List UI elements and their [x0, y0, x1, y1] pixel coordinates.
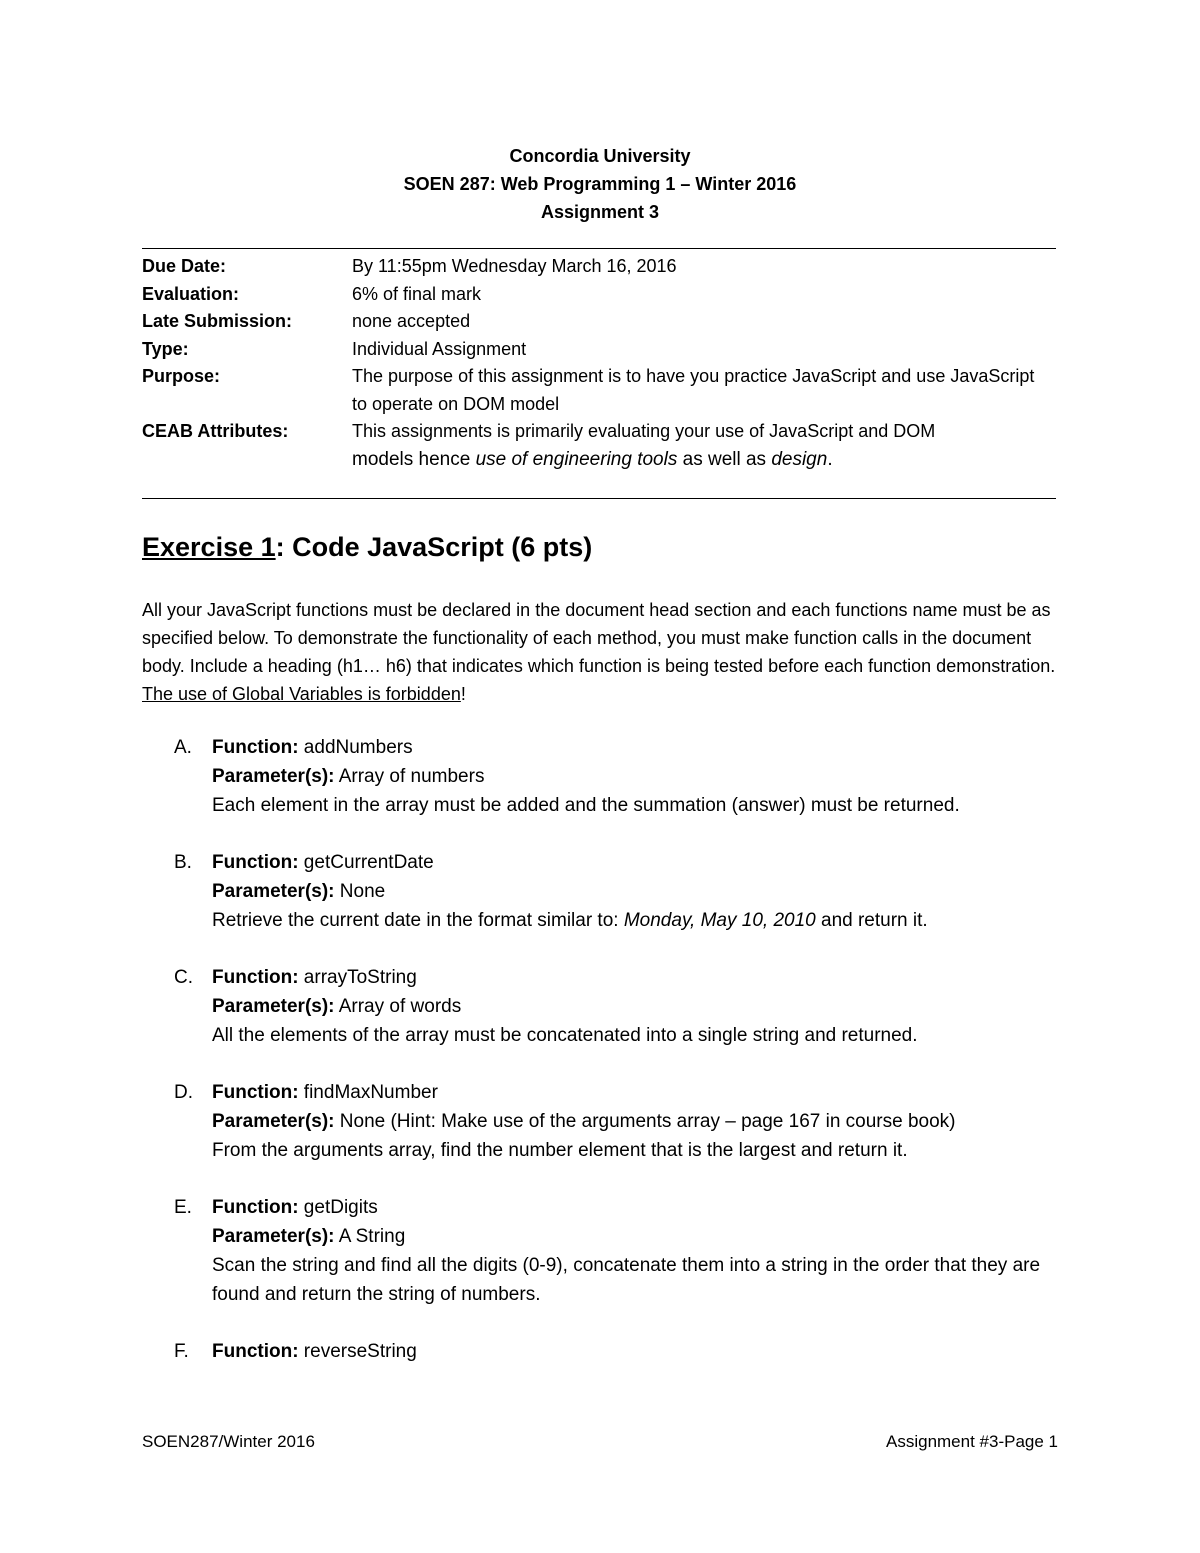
function-letter: E. [174, 1197, 192, 1218]
parameter-value: Array of numbers [334, 766, 485, 787]
late-submission-value: none accepted [352, 311, 471, 331]
exercise-heading [142, 532, 592, 563]
purpose-row [142, 363, 1056, 418]
function-description: Each element in the array must be added and the summation (answer) must be returned. [212, 795, 960, 816]
evaluation-row [142, 281, 1056, 309]
due-date-label: Due Date: [142, 256, 227, 276]
function-letter: C. [174, 967, 193, 988]
type-value: Individual Assignment [352, 338, 527, 359]
ceab-italic-tools: use of engineering tools [475, 448, 678, 470]
parameter-label: Parameter(s): [212, 766, 335, 787]
function-description [212, 906, 1056, 935]
course-title: SOEN 287: Web Programming 1 – Winter 2016 [403, 174, 797, 194]
function-name: addNumbers [298, 737, 413, 758]
function-name-line [212, 848, 1056, 877]
function-name: reverseString [298, 1341, 417, 1362]
function-label: Function: [212, 737, 299, 758]
ceab-text-post: . [827, 448, 833, 470]
ceab-value [352, 418, 1056, 473]
function-item [142, 733, 1056, 820]
parameter-value: None (Hint: Make use of the arguments array – page 167 in course book) [334, 1111, 956, 1132]
footer-page-number: Assignment #3-Page 1 [886, 1432, 1058, 1451]
function-letter: A. [174, 737, 192, 758]
exercise-intro [142, 596, 1062, 708]
function-name: findMaxNumber [298, 1082, 438, 1103]
purpose-value: The purpose of this assignment is to have you practice JavaScript and use JavaScript to operate on DOM model [352, 366, 1035, 414]
function-body [212, 963, 1056, 1050]
ceab-value-line1: This assignments is primarily evaluating your use of JavaScript and DOM [352, 421, 936, 441]
exercise-number: Exercise 1 [142, 532, 276, 562]
description-pre: Retrieve the current date in the format similar to: [212, 910, 624, 931]
function-body [212, 848, 1056, 935]
function-name: getDigits [298, 1197, 378, 1218]
late-submission-row [142, 308, 1056, 336]
function-name-line [212, 1193, 1056, 1222]
function-description: Scan the string and find all the digits (0-9), concatenate them into a string in the order that they are found and return the string of numbers. [212, 1255, 1041, 1305]
exercise-heading-text: : Code JavaScript (6 pts) [275, 532, 593, 562]
ceab-text-pre: models hence [352, 448, 476, 470]
function-letter: B. [174, 852, 192, 873]
function-letter: D. [174, 1082, 193, 1103]
ceab-label: CEAB Attributes: [142, 421, 289, 441]
function-body [212, 1193, 1056, 1309]
function-item [142, 848, 1056, 935]
parameter-value: None [334, 881, 386, 902]
type-row [142, 336, 1056, 364]
evaluation-label: Evaluation: [142, 283, 240, 304]
intro-text: All your JavaScript functions must be declared in the document head section and each functions name must be as specified below. To demonstrate the functionality of each method, you must make function calls in the document body. Include a heading (h1… h6) that indicates which function is being tested before each function demonstration. [142, 600, 1056, 676]
type-label: Type: [142, 338, 189, 359]
function-name-line [212, 1337, 1056, 1366]
ceab-italic-design: design [771, 448, 828, 470]
bottom-divider [142, 498, 1056, 499]
parameter-value: A String [334, 1226, 406, 1247]
top-divider [142, 248, 1056, 249]
function-name-line [212, 1078, 1056, 1107]
parameter-line [212, 877, 1056, 906]
function-description: All the elements of the array must be concatenated into a single string and returned. [212, 1025, 918, 1046]
function-name: arrayToString [298, 967, 417, 988]
parameter-label: Parameter(s): [212, 881, 335, 902]
function-name-line [212, 963, 1056, 992]
global-variables-warning: The use of Global Variables is forbidden [142, 684, 461, 704]
function-label: Function: [212, 1341, 299, 1362]
ceab-text-mid: as well as [677, 448, 772, 470]
function-letter: F. [174, 1341, 189, 1362]
ceab-row [142, 418, 1056, 473]
due-date-value: By 11:55pm Wednesday March 16, 2016 [352, 256, 677, 276]
function-body [212, 733, 1056, 820]
description-post: and return it. [815, 910, 928, 931]
parameter-line [212, 992, 1056, 1021]
function-item [142, 1078, 1056, 1165]
function-description: From the arguments array, find the number element that is the largest and return it. [212, 1140, 908, 1161]
function-item [142, 1193, 1056, 1309]
parameter-value: Array of words [334, 996, 462, 1017]
function-label: Function: [212, 1197, 299, 1218]
university-name: Concordia University [509, 146, 691, 166]
parameter-line [212, 762, 1056, 791]
function-label: Function: [212, 852, 299, 873]
intro-end: ! [460, 684, 466, 704]
parameter-label: Parameter(s): [212, 1111, 335, 1132]
function-item [142, 963, 1056, 1050]
date-example: Monday, May 10, 2010 [623, 910, 816, 931]
footer-course: SOEN287/Winter 2016 [142, 1432, 315, 1451]
parameter-line [212, 1107, 1056, 1136]
late-submission-label: Late Submission: [142, 311, 293, 331]
due-date-row [142, 253, 1056, 281]
parameter-line [212, 1222, 1056, 1251]
function-body [212, 1078, 1056, 1165]
assignment-details [142, 253, 1056, 473]
assignment-title: Assignment 3 [540, 202, 660, 222]
function-list [142, 733, 1056, 1394]
evaluation-value: 6% of final mark [352, 283, 482, 304]
function-item [142, 1337, 1056, 1366]
document-header [0, 142, 1200, 226]
function-label: Function: [212, 967, 299, 988]
purpose-label: Purpose: [142, 366, 221, 386]
parameter-label: Parameter(s): [212, 996, 335, 1017]
function-label: Function: [212, 1082, 299, 1103]
function-name-line [212, 733, 1056, 762]
function-body [212, 1337, 1056, 1366]
function-name: getCurrentDate [298, 852, 434, 873]
ceab-value-line2 [352, 446, 1046, 474]
parameter-label: Parameter(s): [212, 1226, 335, 1247]
